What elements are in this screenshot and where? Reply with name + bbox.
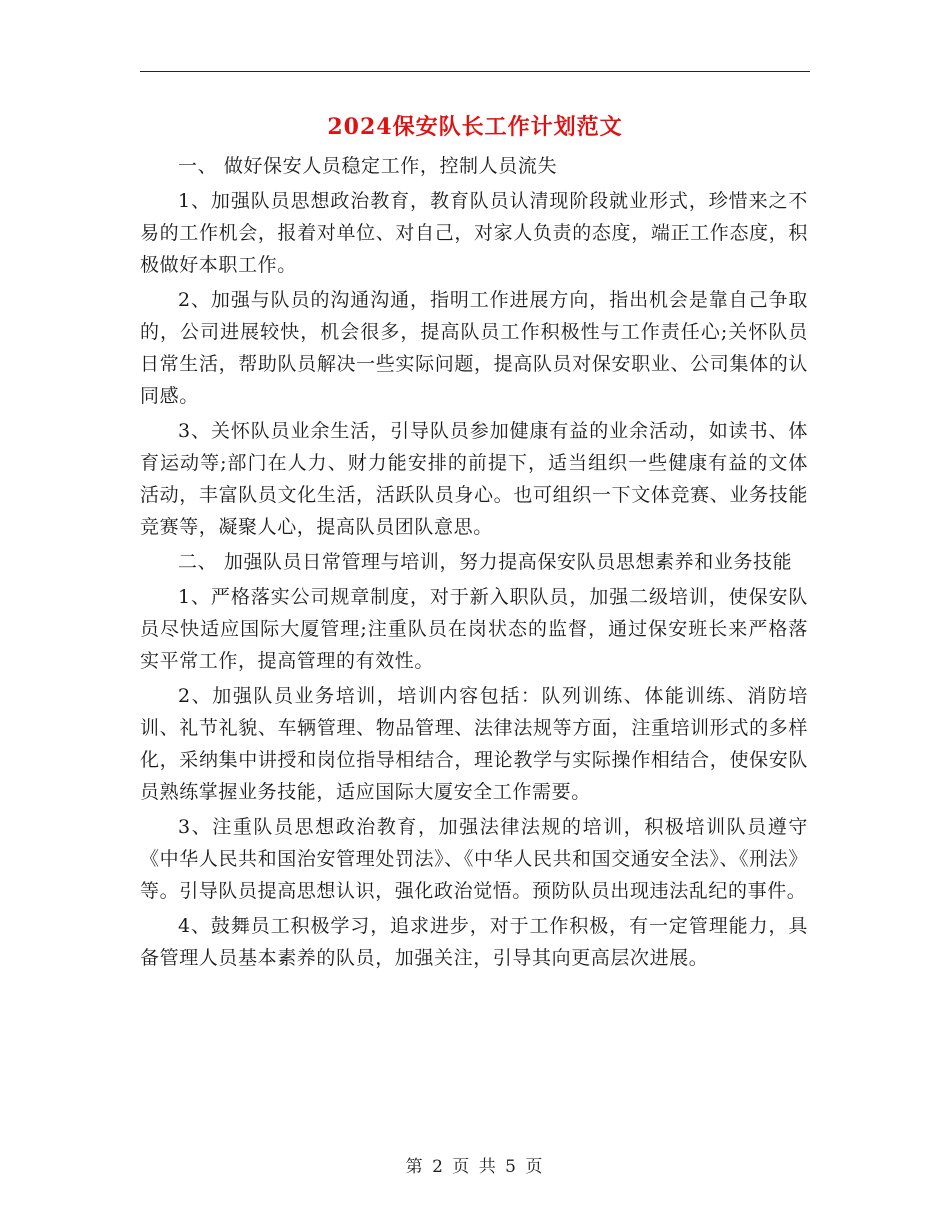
section-heading-2: 二、 加强队员日常管理与培训，努力提高保安队员思想素养和业务技能 — [178, 551, 793, 573]
paragraph-2-4: 4、鼓舞员工积极学习，追求进步，对于工作积极，有一定管理能力，具备管理人员基本素养的队员，加强关注，引导其向更高层次进展。 — [140, 915, 808, 969]
paragraph-2-2: 2、加强队员业务培训，培训内容包括：队列训练、体能训练、消防培训、礼节礼貌、车辆管理、物品管理、法律法规等方面，注重培训形式的多样化，采纳集中讲授和岗位指导相结合，理论教学与实际操作相结合，使保安队员熟练掌握业务技能，适应国际大厦安全工作需要。 — [140, 685, 808, 803]
paragraph-1-3: 3、关怀队员业余生活，引导队员参加健康有益的业余活动，如读书、体育运动等;部门在人力、财力能安排的前提下，适当组织一些健康有益的文体活动，丰富队员文化生活，活跃队员身心。也可组织一下文体竞赛、业务技能竞赛等，凝聚人心，提高队员团队意思。 — [140, 420, 808, 538]
section-heading-1: 一、 做好保安人员稳定工作，控制人员流失 — [178, 155, 558, 177]
paragraph-2-3: 3、注重队员思想政治教育，加强法律法规的培训，积极培训队员遵守《中华人民共和国治安管理处罚法》、《中华人民共和国交通安全法》、《刑法》等。引导队员提高思想认识，强化政治觉悟。预防队员出现违法乱纪的事件。 — [140, 816, 808, 902]
paragraph-1-1: 1、加强队员思想政治教育，教育队员认清现阶段就业形式，珍惜来之不易的工作机会，报着对单位、对自己，对家人负责的态度，端正工作态度，积极做好本职工作。 — [140, 190, 808, 276]
page-footer: 第 2 页 共 5 页 — [405, 1157, 545, 1177]
header-rule — [140, 71, 810, 72]
document-body — [140, 150, 808, 974]
paragraph-2-1: 1、严格落实公司规章制度，对于新入职队员，加强二级培训，使保安队员尽快适应国际大厦管理;注重队员在岗状态的监督，通过保安班长来严格落实平常工作，提高管理的有效性。 — [140, 586, 808, 672]
paragraph-1-2: 2、加强与队员的沟通沟通，指明工作进展方向，指出机会是靠自己争取的，公司进展较快，机会很多，提高队员工作积极性与工作责任心;关怀队员日常生活，帮助队员解决一些实际问题，提高队员对保安职业、公司集体的认同感。 — [140, 289, 808, 407]
document-title: 2024保安队长工作计划范文 — [327, 114, 623, 140]
